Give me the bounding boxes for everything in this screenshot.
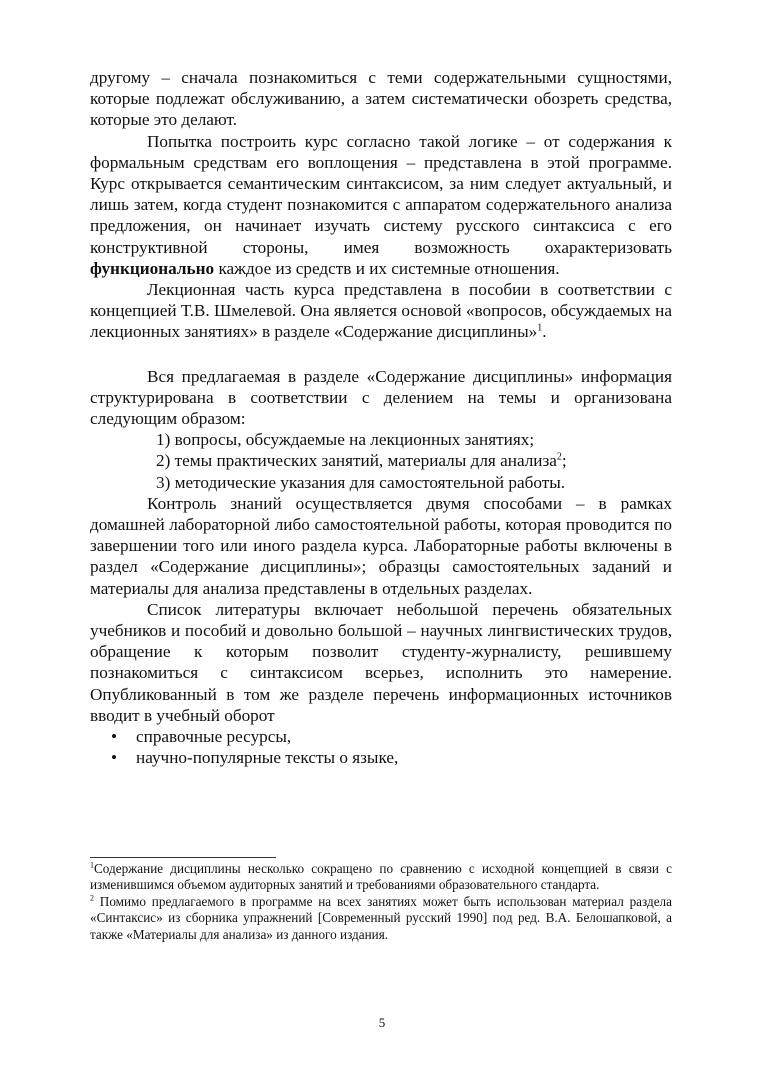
paragraph-structure: Вся предлагаемая в разделе «Содержание дисциплины» информация структурирована в соответствии с делением на темы и организована следующим образом: — [90, 366, 672, 429]
paragraph-literature: Список литературы включает небольшой перечень обязательных учебников и пособий и довольно большой – научных лингвистических трудов, обращение к которым позволит студенту-журналисту, решившему познакомиться с синтаксисом всерьез, исполнить это намерение. Опубликованный в том же разделе перечень информационных источников вводит в учебный оборот — [90, 599, 672, 725]
bold-term: функционально — [90, 258, 215, 278]
paragraph-text: каждое из средств и их системные отношения. — [214, 258, 560, 278]
bullet-item — [90, 747, 672, 768]
list-item-text: ; — [561, 451, 567, 471]
footnote-marker-1[interactable]: 1 — [537, 322, 543, 334]
paragraph-text: . — [542, 322, 547, 342]
paragraph-course-logic — [90, 131, 672, 279]
footnote-text: Помимо предлагаемого в программе на всех занятиях может быть использован материал раздела «Синтаксис» из сборника упражнений [Современный русский 1990] под ред. В.А. Белошапковой, а также «Материалы для анализа» из данного издания. — [90, 893, 672, 942]
footnote-marker-2[interactable]: 2 — [556, 451, 562, 463]
list-item: 3) методические указания для самостоятельной работы. — [156, 472, 566, 492]
footnote-2 — [90, 894, 672, 943]
bullet-item — [90, 726, 672, 747]
bullet-icon: • — [111, 748, 118, 768]
footnote-number: 2 — [90, 893, 94, 903]
footnotes — [90, 861, 672, 943]
list-item — [90, 450, 672, 471]
footnote-1 — [90, 861, 672, 894]
list-item-text: 2) темы практических занятий, материалы для анализа — [156, 451, 557, 471]
paragraph-knowledge-control: Контроль знаний осуществляется двумя способами – в рамках домашней лабораторной либо самостоятельной работы, которая проводится по завершении того или иного раздела курса. Лабораторные работы включены в раздел «Содержание дисциплины»; образцы самостоятельных заданий и материалы для анализа представлены в отдельных разделах. — [90, 493, 672, 598]
bullet-text: научно-популярные тексты о языке, — [136, 748, 399, 768]
footnote-text: Содержание дисциплины несколько сокращено по сравнению с исходной концепцией в связи с изменившимся объемом аудиторных занятий и требованиями образовательного стандарта. — [90, 861, 672, 893]
page-number: 5 — [378, 1015, 386, 1030]
paragraph-text: Лекционная часть курса представлена в пособии в соответствии с концепцией Т.В. Шмелевой. Она является основой «вопросов, обсуждаемых на лекционных занятиях» в разделе «Содержание дисциплины» — [90, 280, 672, 342]
bullet-icon: • — [111, 727, 118, 747]
paragraph-lecture-part — [90, 279, 672, 343]
main-text — [90, 67, 672, 769]
paragraph-continuation: другому – сначала познакомиться с теми содержательными сущностями, которые подлежат обслуживанию, а затем систематически обозреть средства, которые это делают. — [90, 68, 672, 130]
paragraph-text: Попытка построить курс согласно такой логике – от содержания к формальным средствам его воплощения – представлена в этой программе. Курс открывается семантическим синтаксисом, за ним следует актуальный, и лишь затем, когда студент познакомится с аппаратом содержательного анализа предложения, он начинает изучать систему русского синтаксиса с его конструктивной стороны, имея возможность охарактеризовать — [90, 131, 672, 257]
bullet-text: справочные ресурсы, — [136, 727, 292, 747]
footnote-separator — [90, 857, 276, 858]
list-item: 1) вопросы, обсуждаемые на лекционных занятиях; — [156, 430, 535, 450]
footnote-number: 1 — [90, 860, 94, 870]
